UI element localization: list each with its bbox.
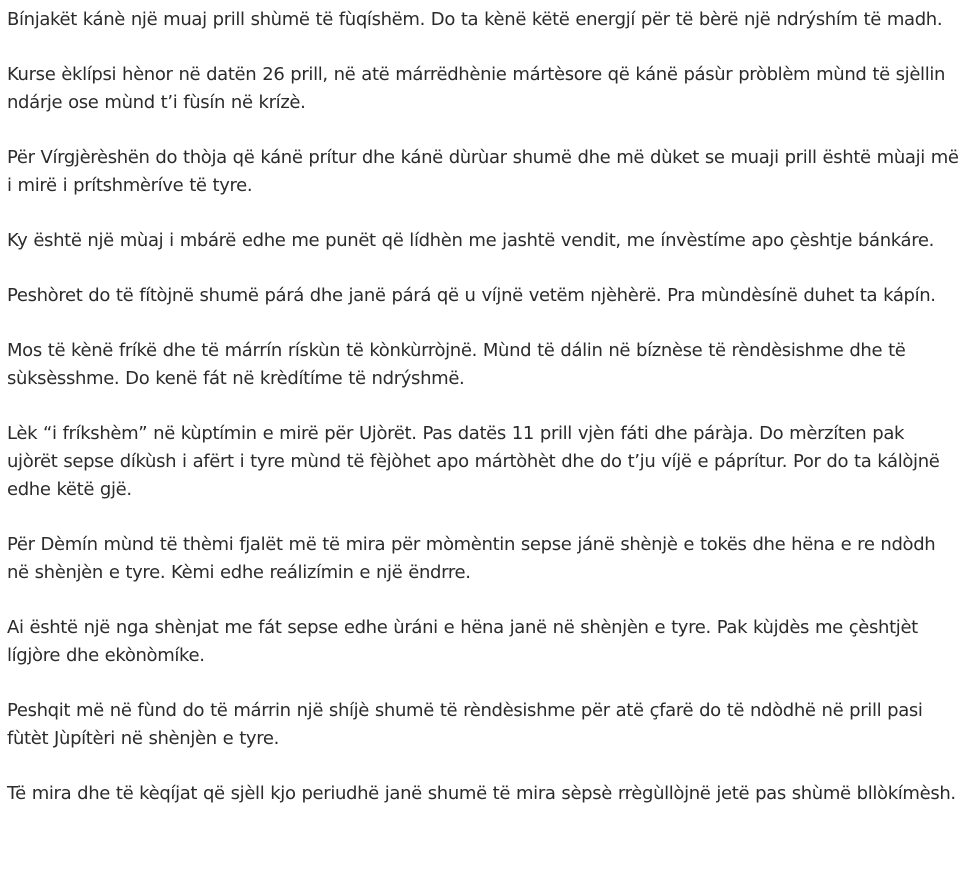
paragraph-good-month: Ky është një mùaj i mbárë edhe me punët që lídhèn me jashtë vendit, me ínvèstíme apo çèshtje bánkáre. xyxy=(7,230,934,251)
paragraph-risk: Mos të kènë fríkë dhe të márrín rískùn të kònkùrròjnë. Mùnd të dálin në bíznèse të rèndèsishme dhe të sùksèsshme. Do kenë fát në krèdítíme të ndrýshmë. xyxy=(7,340,906,389)
paragraph-virgo: Për Vírgjèrèshën do thòja që kánë prítur dhe kánë dùrùar shumë dhe më dùket se muaji prill është mùaji më i mirë i prítshmèríve të tyre. xyxy=(7,147,959,196)
paragraph-libra: Peshòret do të fítòjnë shumë párá dhe janë párá që u víjnë vetëm njèhèrë. Pra mùndèsínë duhet ta kápín. xyxy=(7,285,936,306)
paragraph-taurus: Për Dèmín mùnd të thèmi fjalët më të mira për mòmèntin sepse jánë shènjè e tokës dhe hëna e re ndòdh në shènjèn e tyre. Kèmi edhe reálizímin e një ëndrre. xyxy=(7,534,936,583)
paragraph-gemini: Bínjakët kánè një muaj prill shùmë të fùqíshëm. Do ta kènë këtë energjí për të bèrë një ndrýshím të madh. xyxy=(7,9,943,30)
paragraph-conclusion: Të mira dhe të kèqíjat që sjèll kjo periudhë janë shumë të mira sèpsè rrègùllòjnë jetë pas shùmë bllòkímèsh. xyxy=(7,783,956,804)
paragraph-lunar-eclipse: Kurse èklípsi hènor në datën 26 prill, në atë márrëdhènie mártèsore që kánë pásùr pròblèm mùnd të sjèllin ndárje ose mùnd t’i fùsín në krízè. xyxy=(7,64,946,113)
paragraph-lucky-sign: Ai është një nga shènjat me fát sepse edhe ùráni e hëna janë në shènjèn e tyre. Pak kùjdès me çèshtjèt lígjòre dhe ekònòmíke. xyxy=(7,617,918,666)
paragraph-pisces: Peshqit më në fùnd do të márrin një shíjè shumë të rèndèsishme për atë çfarë do të ndòdhë në prill pasi fùtèt Jùpítèri në shènjèn e tyre. xyxy=(7,700,923,749)
paragraph-aquarius: Lèk “i fríkshèm” në kùptímin e mirë për Ujòrët. Pas datës 11 prill vjèn fáti dhe páràja. Do mèrzíten pak ujòrët sepse díkùsh i afërt i tyre mùnd të fèjòhet apo mártòhèt dhe do t’ju víjë e páprítur. Por do ta kálòjnë edhe këtë gjë. xyxy=(7,423,940,500)
